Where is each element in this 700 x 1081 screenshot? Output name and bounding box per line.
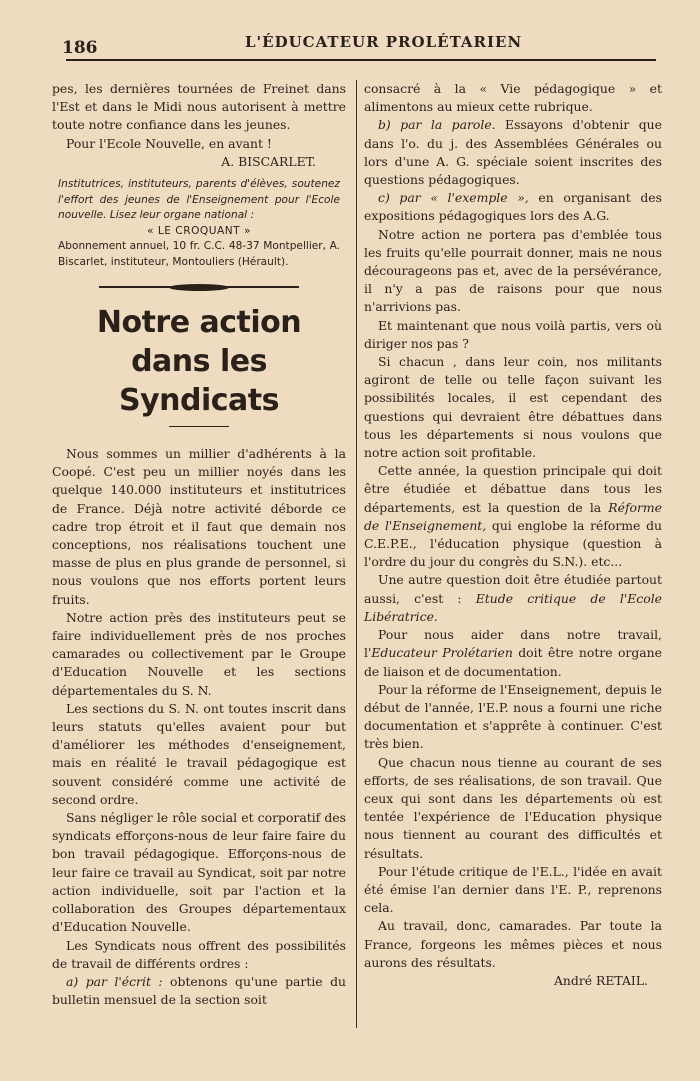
journal-title: L'ÉDUCATEUR PROLÉTARIEN bbox=[245, 33, 523, 51]
article-paragraph: consacré à la « Vie pédagogique » et alimentons au mieux cette rubrique. bbox=[364, 81, 662, 115]
promo-name: « LE CROQUANT » bbox=[147, 224, 251, 237]
article-paragraph: Que chacun nous tienne au courant de ses efforts, de ses réalisations, de son travail. Que ceux qui sont dans les départements où est tentée l'expérience de l'Education physique nous tiennent au courant des difficultés et résultats. bbox=[364, 754, 662, 861]
article-paragraph: Les Syndicats nous offrent des possibilités de travail de différents ordres : bbox=[52, 937, 346, 971]
text-run: qui englobe la réforme du C.E.P.E., l'éducation physique (question à l'ordre du jour du congrès du S.N.). etc... bbox=[364, 517, 662, 570]
article-paragraph bbox=[364, 189, 662, 225]
article-paragraph bbox=[52, 973, 346, 1009]
promo-body: Abonnement annuel, 10 fr. C.C. 48-37 Montpellier, A. Biscarlet, instituteur, Montouliers (Hérault). bbox=[58, 240, 340, 268]
text-run: doit être notre organe de liaison et de documentation. bbox=[364, 645, 662, 679]
right-column bbox=[364, 80, 662, 990]
item-label: b) par la parole. bbox=[378, 117, 496, 133]
article-paragraph: Et maintenant que nous voilà partis, vers où diriger nos pas ? bbox=[364, 317, 662, 351]
ornament-divider bbox=[99, 284, 299, 291]
text-run: Une autre question doit être étudiée partout aussi, c'est : bbox=[364, 572, 662, 606]
article-paragraph: Nous sommes un millier d'adhérents à la Coopé. C'est peu un millier noyés dans les quelque 140.000 instituteurs et institutrices de France. Déjà notre activité déborde ce cadre trop étroit et il faut que demain nos conceptions, nos réalisations touchent une masse de plus en plus grande de personnel, si nous voulons que nos efforts portent leurs fruits. bbox=[52, 446, 346, 607]
article-paragraph: Notre action près des instituteurs peut se faire individuellement près de nos proches camarades ou collectivement par le Groupe d'Education Nouvelle et les sections départementales du S. N. bbox=[52, 609, 346, 698]
article-signature: André RETAIL. bbox=[553, 972, 648, 988]
item-text: en organisant des expositions pédagogiques lors des A.G. bbox=[364, 190, 663, 224]
article-title-line: dans les Syndicats bbox=[118, 344, 279, 419]
text-run: Pour nous aider dans notre travail, l' bbox=[364, 627, 662, 661]
article-paragraph bbox=[364, 626, 662, 681]
page-number: 186 bbox=[62, 38, 98, 58]
emphasis: Etude critique de l'Ecole Libératrice. bbox=[364, 590, 662, 624]
article-paragraph: Pour la réforme de l'Enseignement, depuis le début de l'année, l'E.P. nous a fourni une riche documentation et s'apprête à continuer. C'est très bien. bbox=[364, 681, 662, 752]
article-paragraph: Pour l'étude critique de l'E.L., l'idée en avait été émise l'an dernier dans l'E. P., reprenons cela. bbox=[364, 863, 662, 916]
left-column bbox=[52, 80, 346, 1009]
intro-paragraph: Pour l'Ecole Nouvelle, en avant ! bbox=[66, 135, 272, 151]
article-paragraph bbox=[364, 116, 662, 189]
article-paragraph bbox=[364, 462, 662, 571]
intro-signature: A. BISCARLET. bbox=[221, 153, 316, 169]
promo-box bbox=[52, 177, 346, 270]
text-run: Cette année, la question principale qui doit être étudiée et débattue dans tous les départements, est la question de la bbox=[364, 463, 662, 515]
promo-italic: Institutrices, instituteurs, parents d'élèves, soutenez l'effort des jeunes de l'Enseignement pour l'Ecole nouvelle. Lisez leur organe national : bbox=[58, 178, 340, 222]
emphasis: Educateur Prolétarien bbox=[371, 645, 513, 661]
article-paragraph: Notre action ne portera pas d'emblée tous les fruits qu'elle pourrait donner, mais ne nous décourageons pas et, avec de la persévérance, il n'y a pas de raisons pour que nous n'arrivions pas. bbox=[364, 226, 662, 315]
header-rule bbox=[66, 59, 656, 61]
article-title-line: Notre action bbox=[96, 305, 302, 341]
article-paragraph: Sans négliger le rôle social et corporatif des syndicats efforçons-nous de leur faire faire du bon travail pédagogique. Efforçons-nous de leur faire ce travail au Syndicat, soit par notre action individuelle, soit par l'action et la collaboration des Groupes départementaux d'Education Nouvelle. bbox=[52, 810, 346, 935]
intro-paragraph: pes, les dernières tournées de Freinet dans l'Est et dans le Midi nous autorisent à mettre toute notre confiance dans les jeunes. bbox=[52, 81, 346, 133]
article-paragraph: Au travail, donc, camarades. Par toute la France, forgeons les mêmes pièces et nous aurons des résultats. bbox=[364, 918, 662, 970]
emphasis: Réforme de l'Enseignement, bbox=[364, 499, 662, 533]
article-paragraph bbox=[364, 571, 662, 626]
article-title bbox=[52, 303, 346, 420]
article-paragraph: Les sections du S. N. ont toutes inscrit dans leurs statuts qu'elles avaient pour but d'améliorer les méthodes d'enseignement, mais en réalité le travail pédagogique est souvent considéré comme une activité de second ordre. bbox=[52, 700, 346, 807]
item-text: Essayons d'obtenir que dans l'o. du j. des Assemblées Générales ou lors d'une A. G. spéciale soient inscrites des questions pédagogiques. bbox=[364, 117, 662, 188]
item-label: c) par « l'exemple », bbox=[378, 190, 529, 206]
item-text: obtenons qu'une partie du bulletin mensuel de la section soit bbox=[52, 973, 346, 1008]
title-rule bbox=[169, 426, 229, 427]
article-paragraph: Si chacun , dans leur coin, nos militants agiront de telle ou telle façon suivant les possibilités locales, il est cependant des questions qui devraient être débattues dans tous les départements si nous voulons que notre action soit profitable. bbox=[364, 354, 662, 461]
column-divider bbox=[356, 80, 357, 1028]
item-label: a) par l'écrit : bbox=[66, 973, 163, 989]
